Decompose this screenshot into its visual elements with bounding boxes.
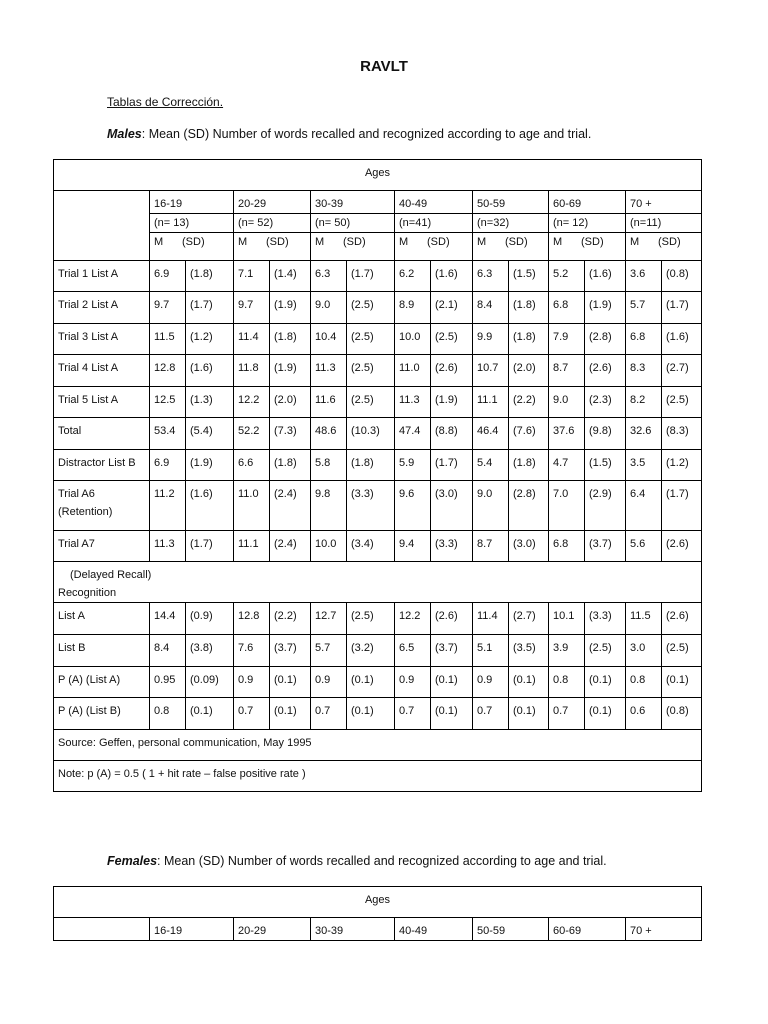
mean-label: M bbox=[154, 236, 164, 248]
sd-value: (2.5) bbox=[347, 324, 395, 355]
mean-label: M bbox=[630, 236, 640, 248]
mean-value: 0.7 bbox=[234, 698, 270, 730]
sd-value: (3.3) bbox=[347, 481, 395, 531]
sd-value: (1.6) bbox=[186, 481, 234, 531]
mean-value: 52.2 bbox=[234, 418, 270, 450]
mean-value: 10.0 bbox=[311, 531, 347, 562]
sd-value: (1.6) bbox=[431, 261, 473, 292]
sd-value: (2.8) bbox=[585, 324, 626, 355]
mean-sd-header bbox=[626, 233, 702, 261]
females-caption bbox=[107, 854, 607, 868]
sd-value: (0.1) bbox=[347, 698, 395, 730]
sd-value: (2.6) bbox=[431, 355, 473, 387]
mean-value: 9.7 bbox=[234, 292, 270, 324]
age-group-n: (n= 52) bbox=[234, 214, 311, 233]
table-row bbox=[54, 531, 702, 562]
sd-value: (1.9) bbox=[270, 292, 311, 324]
sd-value: (0.1) bbox=[431, 667, 473, 698]
mean-value: 6.8 bbox=[549, 292, 585, 324]
sd-value: (1.7) bbox=[662, 481, 702, 531]
females-age-group: 70 + bbox=[626, 918, 702, 941]
mean-value: 5.7 bbox=[626, 292, 662, 324]
mean-value: 9.4 bbox=[395, 531, 431, 562]
sd-value: (3.7) bbox=[431, 635, 473, 667]
sd-value: (2.2) bbox=[509, 387, 549, 418]
table-row bbox=[54, 355, 702, 387]
females-age-group-row bbox=[54, 918, 702, 941]
sd-value: (3.7) bbox=[270, 635, 311, 667]
mean-sd-header bbox=[150, 233, 234, 261]
mean-value: 7.1 bbox=[234, 261, 270, 292]
females-table bbox=[53, 886, 702, 941]
mean-value: 46.4 bbox=[473, 418, 509, 450]
table-row bbox=[54, 481, 702, 531]
sd-value: (2.1) bbox=[431, 292, 473, 324]
mean-value: 6.8 bbox=[626, 324, 662, 355]
mean-label: M bbox=[399, 236, 409, 248]
table-row bbox=[54, 450, 702, 481]
mean-value: 9.6 bbox=[395, 481, 431, 531]
mean-value: 0.9 bbox=[395, 667, 431, 698]
sd-value: (2.5) bbox=[585, 635, 626, 667]
corner-cell bbox=[54, 191, 150, 214]
mean-value: 8.7 bbox=[549, 355, 585, 387]
sd-value: (2.0) bbox=[270, 387, 311, 418]
sd-value: (2.5) bbox=[431, 324, 473, 355]
mean-value: 8.9 bbox=[395, 292, 431, 324]
sd-value: (1.9) bbox=[186, 450, 234, 481]
mean-value: 7.0 bbox=[549, 481, 585, 531]
sd-value: (3.8) bbox=[186, 635, 234, 667]
mean-value: 11.5 bbox=[626, 603, 662, 635]
mean-value: 0.7 bbox=[395, 698, 431, 730]
mean-value: 47.4 bbox=[395, 418, 431, 450]
sd-value: (0.1) bbox=[270, 698, 311, 730]
source-row bbox=[54, 730, 702, 761]
females-table-body bbox=[54, 887, 702, 941]
mean-value: 8.4 bbox=[473, 292, 509, 324]
formula-note: Note: p (A) = 0.5 ( 1 + hit rate – false positive rate ) bbox=[54, 761, 702, 792]
sd-value: (0.1) bbox=[662, 667, 702, 698]
sd-value: (1.4) bbox=[270, 261, 311, 292]
source-note: Source: Geffen, personal communication, May 1995 bbox=[54, 730, 702, 761]
mean-value: 8.3 bbox=[626, 355, 662, 387]
sd-value: (2.7) bbox=[662, 355, 702, 387]
sd-value: (1.3) bbox=[186, 387, 234, 418]
mean-value: 11.8 bbox=[234, 355, 270, 387]
age-group-n: (n= 13) bbox=[150, 214, 234, 233]
sd-value: (8.8) bbox=[431, 418, 473, 450]
females-age-group: 60-69 bbox=[549, 918, 626, 941]
sd-value: (2.8) bbox=[509, 481, 549, 531]
mean-value: 11.3 bbox=[395, 387, 431, 418]
mean-value: 11.5 bbox=[150, 324, 186, 355]
mean-value: 0.7 bbox=[549, 698, 585, 730]
sd-value: (1.8) bbox=[509, 450, 549, 481]
row-label: Trial 4 List A bbox=[54, 355, 150, 387]
sd-value: (2.4) bbox=[270, 481, 311, 531]
row-label: Trial 3 List A bbox=[54, 324, 150, 355]
sd-value: (3.3) bbox=[431, 531, 473, 562]
sd-value: (1.8) bbox=[509, 324, 549, 355]
age-group-range-row bbox=[54, 191, 702, 214]
mean-value: 7.9 bbox=[549, 324, 585, 355]
mean-value: 9.9 bbox=[473, 324, 509, 355]
mean-value: 11.0 bbox=[234, 481, 270, 531]
mean-value: 5.4 bbox=[473, 450, 509, 481]
females-age-group: 40-49 bbox=[395, 918, 473, 941]
sd-value: (1.2) bbox=[186, 324, 234, 355]
females-age-group: 50-59 bbox=[473, 918, 549, 941]
age-group-range: 60-69 bbox=[549, 191, 626, 214]
age-group-n-row bbox=[54, 214, 702, 233]
sd-value: (3.7) bbox=[585, 531, 626, 562]
mean-sd-header bbox=[234, 233, 311, 261]
mean-value: 11.0 bbox=[395, 355, 431, 387]
mean-value: 48.6 bbox=[311, 418, 347, 450]
males-caption-lead: Males bbox=[107, 127, 142, 141]
corner-cell bbox=[54, 214, 150, 233]
sd-value: (2.6) bbox=[431, 603, 473, 635]
sd-value: (2.9) bbox=[585, 481, 626, 531]
mean-value: 6.5 bbox=[395, 635, 431, 667]
corner-cell bbox=[54, 918, 150, 941]
age-group-range: 30-39 bbox=[311, 191, 395, 214]
sd-value: (2.5) bbox=[662, 635, 702, 667]
mean-sd-header bbox=[311, 233, 395, 261]
mean-value: 53.4 bbox=[150, 418, 186, 450]
females-age-group: 20-29 bbox=[234, 918, 311, 941]
sd-value: (3.0) bbox=[431, 481, 473, 531]
sd-value: (2.7) bbox=[509, 603, 549, 635]
mean-label: M bbox=[238, 236, 248, 248]
sd-value: (2.5) bbox=[347, 292, 395, 324]
mean-value: 0.9 bbox=[473, 667, 509, 698]
row-label: Trial 2 List A bbox=[54, 292, 150, 324]
row-label: P (A) (List B) bbox=[54, 698, 150, 730]
mean-value: 8.7 bbox=[473, 531, 509, 562]
mean-value: 32.6 bbox=[626, 418, 662, 450]
sd-value: (1.8) bbox=[270, 450, 311, 481]
sd-value: (1.9) bbox=[585, 292, 626, 324]
mean-label: M bbox=[477, 236, 487, 248]
sd-value: (0.8) bbox=[662, 698, 702, 730]
sd-value: (1.2) bbox=[662, 450, 702, 481]
row-label: List B bbox=[54, 635, 150, 667]
row-label: Total bbox=[54, 418, 150, 450]
males-caption bbox=[107, 127, 591, 141]
sd-value: (1.8) bbox=[186, 261, 234, 292]
mean-value: 5.9 bbox=[395, 450, 431, 481]
age-group-n: (n= 50) bbox=[311, 214, 395, 233]
age-group-n: (n= 12) bbox=[549, 214, 626, 233]
mean-value: 5.7 bbox=[311, 635, 347, 667]
sd-value: (2.2) bbox=[270, 603, 311, 635]
mean-value: 11.1 bbox=[473, 387, 509, 418]
mean-value: 11.6 bbox=[311, 387, 347, 418]
mean-value: 12.8 bbox=[234, 603, 270, 635]
section-label-line1: (Delayed Recall) bbox=[70, 569, 152, 581]
row-label: P (A) (List A) bbox=[54, 667, 150, 698]
sd-value: (8.3) bbox=[662, 418, 702, 450]
mean-value: 6.2 bbox=[395, 261, 431, 292]
mean-value: 12.7 bbox=[311, 603, 347, 635]
mean-sd-header-row bbox=[54, 233, 702, 261]
table-row bbox=[54, 387, 702, 418]
sd-value: (1.9) bbox=[431, 387, 473, 418]
row-label: Trial A6 (Retention) bbox=[54, 481, 150, 531]
mean-value: 5.6 bbox=[626, 531, 662, 562]
mean-sd-header bbox=[549, 233, 626, 261]
mean-value: 5.2 bbox=[549, 261, 585, 292]
sd-value: (0.1) bbox=[509, 667, 549, 698]
ages-header-row bbox=[54, 160, 702, 191]
mean-value: 0.7 bbox=[473, 698, 509, 730]
sd-value: (3.3) bbox=[585, 603, 626, 635]
sd-value: (1.7) bbox=[186, 292, 234, 324]
mean-value: 6.3 bbox=[473, 261, 509, 292]
sd-value: (1.5) bbox=[585, 450, 626, 481]
sd-value: (0.09) bbox=[186, 667, 234, 698]
mean-value: 12.8 bbox=[150, 355, 186, 387]
males-caption-text: : Mean (SD) Number of words recalled and recognized according to age and trial. bbox=[141, 127, 592, 141]
mean-value: 0.6 bbox=[626, 698, 662, 730]
sd-value: (0.1) bbox=[347, 667, 395, 698]
mean-value: 9.0 bbox=[549, 387, 585, 418]
sd-value: (3.0) bbox=[509, 531, 549, 562]
mean-value: 10.1 bbox=[549, 603, 585, 635]
females-ages-header-row bbox=[54, 887, 702, 918]
mean-value: 9.0 bbox=[311, 292, 347, 324]
section-label-row bbox=[54, 562, 702, 603]
sd-value: (2.5) bbox=[347, 387, 395, 418]
sd-value: (1.6) bbox=[585, 261, 626, 292]
mean-value: 4.7 bbox=[549, 450, 585, 481]
sd-value: (1.9) bbox=[270, 355, 311, 387]
mean-value: 0.9 bbox=[234, 667, 270, 698]
mean-label: M bbox=[315, 236, 325, 248]
mean-value: 6.8 bbox=[549, 531, 585, 562]
sd-value: (7.6) bbox=[509, 418, 549, 450]
sd-value: (9.8) bbox=[585, 418, 626, 450]
mean-value: 3.6 bbox=[626, 261, 662, 292]
females-age-group: 16-19 bbox=[150, 918, 234, 941]
note-row bbox=[54, 761, 702, 792]
row-label: Distractor List B bbox=[54, 450, 150, 481]
males-table bbox=[53, 159, 702, 792]
mean-value: 0.8 bbox=[549, 667, 585, 698]
mean-value: 12.2 bbox=[395, 603, 431, 635]
mean-value: 6.9 bbox=[150, 450, 186, 481]
sd-label: (SD) bbox=[182, 236, 205, 248]
table-row bbox=[54, 261, 702, 292]
mean-value: 0.7 bbox=[311, 698, 347, 730]
mean-value: 11.2 bbox=[150, 481, 186, 531]
mean-value: 5.8 bbox=[311, 450, 347, 481]
table-row bbox=[54, 292, 702, 324]
sd-value: (2.5) bbox=[347, 355, 395, 387]
mean-label: M bbox=[553, 236, 563, 248]
sd-label: (SD) bbox=[266, 236, 289, 248]
corner-cell bbox=[54, 233, 150, 261]
age-group-range: 50-59 bbox=[473, 191, 549, 214]
mean-value: 0.8 bbox=[150, 698, 186, 730]
sd-value: (1.8) bbox=[347, 450, 395, 481]
mean-value: 11.3 bbox=[150, 531, 186, 562]
sd-value: (0.8) bbox=[662, 261, 702, 292]
table-row bbox=[54, 418, 702, 450]
mean-value: 6.9 bbox=[150, 261, 186, 292]
mean-value: 0.9 bbox=[311, 667, 347, 698]
table-row bbox=[54, 698, 702, 730]
sd-value: (1.7) bbox=[347, 261, 395, 292]
mean-value: 9.8 bbox=[311, 481, 347, 531]
sd-value: (1.7) bbox=[431, 450, 473, 481]
mean-value: 3.5 bbox=[626, 450, 662, 481]
mean-value: 3.9 bbox=[549, 635, 585, 667]
females-ages-header: Ages bbox=[54, 887, 702, 918]
table-row bbox=[54, 324, 702, 355]
sd-value: (2.6) bbox=[662, 603, 702, 635]
sd-value: (1.8) bbox=[270, 324, 311, 355]
mean-value: 6.3 bbox=[311, 261, 347, 292]
row-label: Trial A7 bbox=[54, 531, 150, 562]
table-row bbox=[54, 667, 702, 698]
sd-value: (0.1) bbox=[270, 667, 311, 698]
mean-value: 6.4 bbox=[626, 481, 662, 531]
mean-sd-header bbox=[473, 233, 549, 261]
sd-label: (SD) bbox=[658, 236, 681, 248]
mean-value: 9.0 bbox=[473, 481, 509, 531]
mean-value: 37.6 bbox=[549, 418, 585, 450]
mean-value: 11.4 bbox=[234, 324, 270, 355]
mean-value: 8.2 bbox=[626, 387, 662, 418]
sd-value: (3.4) bbox=[347, 531, 395, 562]
sd-value: (2.6) bbox=[662, 531, 702, 562]
sd-label: (SD) bbox=[581, 236, 604, 248]
sd-value: (3.2) bbox=[347, 635, 395, 667]
sd-value: (0.1) bbox=[585, 667, 626, 698]
sd-value: (1.6) bbox=[186, 355, 234, 387]
sd-value: (1.5) bbox=[509, 261, 549, 292]
sd-value: (2.6) bbox=[585, 355, 626, 387]
sd-value: (0.1) bbox=[431, 698, 473, 730]
mean-value: 10.7 bbox=[473, 355, 509, 387]
mean-value: 5.1 bbox=[473, 635, 509, 667]
mean-value: 11.3 bbox=[311, 355, 347, 387]
sd-value: (5.4) bbox=[186, 418, 234, 450]
document-subtitle: Tablas de Corrección. bbox=[107, 95, 224, 109]
sd-value: (0.1) bbox=[585, 698, 626, 730]
mean-sd-header bbox=[395, 233, 473, 261]
table-row bbox=[54, 635, 702, 667]
row-label: Trial 1 List A bbox=[54, 261, 150, 292]
age-group-n: (n=41) bbox=[395, 214, 473, 233]
mean-value: 14.4 bbox=[150, 603, 186, 635]
sd-value: (0.1) bbox=[509, 698, 549, 730]
sd-value: (1.6) bbox=[662, 324, 702, 355]
recognition-section-label bbox=[54, 562, 702, 603]
mean-value: 12.5 bbox=[150, 387, 186, 418]
mean-value: 11.4 bbox=[473, 603, 509, 635]
mean-value: 10.4 bbox=[311, 324, 347, 355]
sd-value: (1.7) bbox=[186, 531, 234, 562]
row-label: Trial 5 List A bbox=[54, 387, 150, 418]
document-title: RAVLT bbox=[360, 58, 408, 75]
sd-value: (1.7) bbox=[662, 292, 702, 324]
sd-value: (2.0) bbox=[509, 355, 549, 387]
mean-value: 0.95 bbox=[150, 667, 186, 698]
age-group-n: (n=32) bbox=[473, 214, 549, 233]
sd-value: (1.8) bbox=[509, 292, 549, 324]
sd-value: (2.3) bbox=[585, 387, 626, 418]
sd-value: (3.5) bbox=[509, 635, 549, 667]
age-group-range: 70 + bbox=[626, 191, 702, 214]
age-group-range: 20-29 bbox=[234, 191, 311, 214]
mean-value: 12.2 bbox=[234, 387, 270, 418]
mean-value: 8.4 bbox=[150, 635, 186, 667]
table-row bbox=[54, 603, 702, 635]
males-table-body bbox=[54, 160, 702, 792]
sd-value: (0.9) bbox=[186, 603, 234, 635]
ages-header: Ages bbox=[54, 160, 702, 191]
mean-value: 6.6 bbox=[234, 450, 270, 481]
females-age-group: 30-39 bbox=[311, 918, 395, 941]
age-group-range: 16-19 bbox=[150, 191, 234, 214]
females-caption-text: : Mean (SD) Number of words recalled and recognized according to age and trial. bbox=[157, 854, 607, 868]
mean-value: 7.6 bbox=[234, 635, 270, 667]
row-label: List A bbox=[54, 603, 150, 635]
sd-label: (SD) bbox=[343, 236, 366, 248]
sd-value: (7.3) bbox=[270, 418, 311, 450]
sd-value: (2.5) bbox=[347, 603, 395, 635]
sd-value: (10.3) bbox=[347, 418, 395, 450]
females-caption-lead: Females bbox=[107, 854, 158, 868]
sd-value: (2.5) bbox=[662, 387, 702, 418]
mean-value: 10.0 bbox=[395, 324, 431, 355]
sd-value: (0.1) bbox=[186, 698, 234, 730]
sd-value: (2.4) bbox=[270, 531, 311, 562]
sd-label: (SD) bbox=[427, 236, 450, 248]
mean-value: 9.7 bbox=[150, 292, 186, 324]
mean-value: 3.0 bbox=[626, 635, 662, 667]
section-label-line2: Recognition bbox=[58, 587, 117, 599]
sd-label: (SD) bbox=[505, 236, 528, 248]
mean-value: 11.1 bbox=[234, 531, 270, 562]
age-group-range: 40-49 bbox=[395, 191, 473, 214]
mean-value: 0.8 bbox=[626, 667, 662, 698]
age-group-n: (n=11) bbox=[626, 214, 702, 233]
